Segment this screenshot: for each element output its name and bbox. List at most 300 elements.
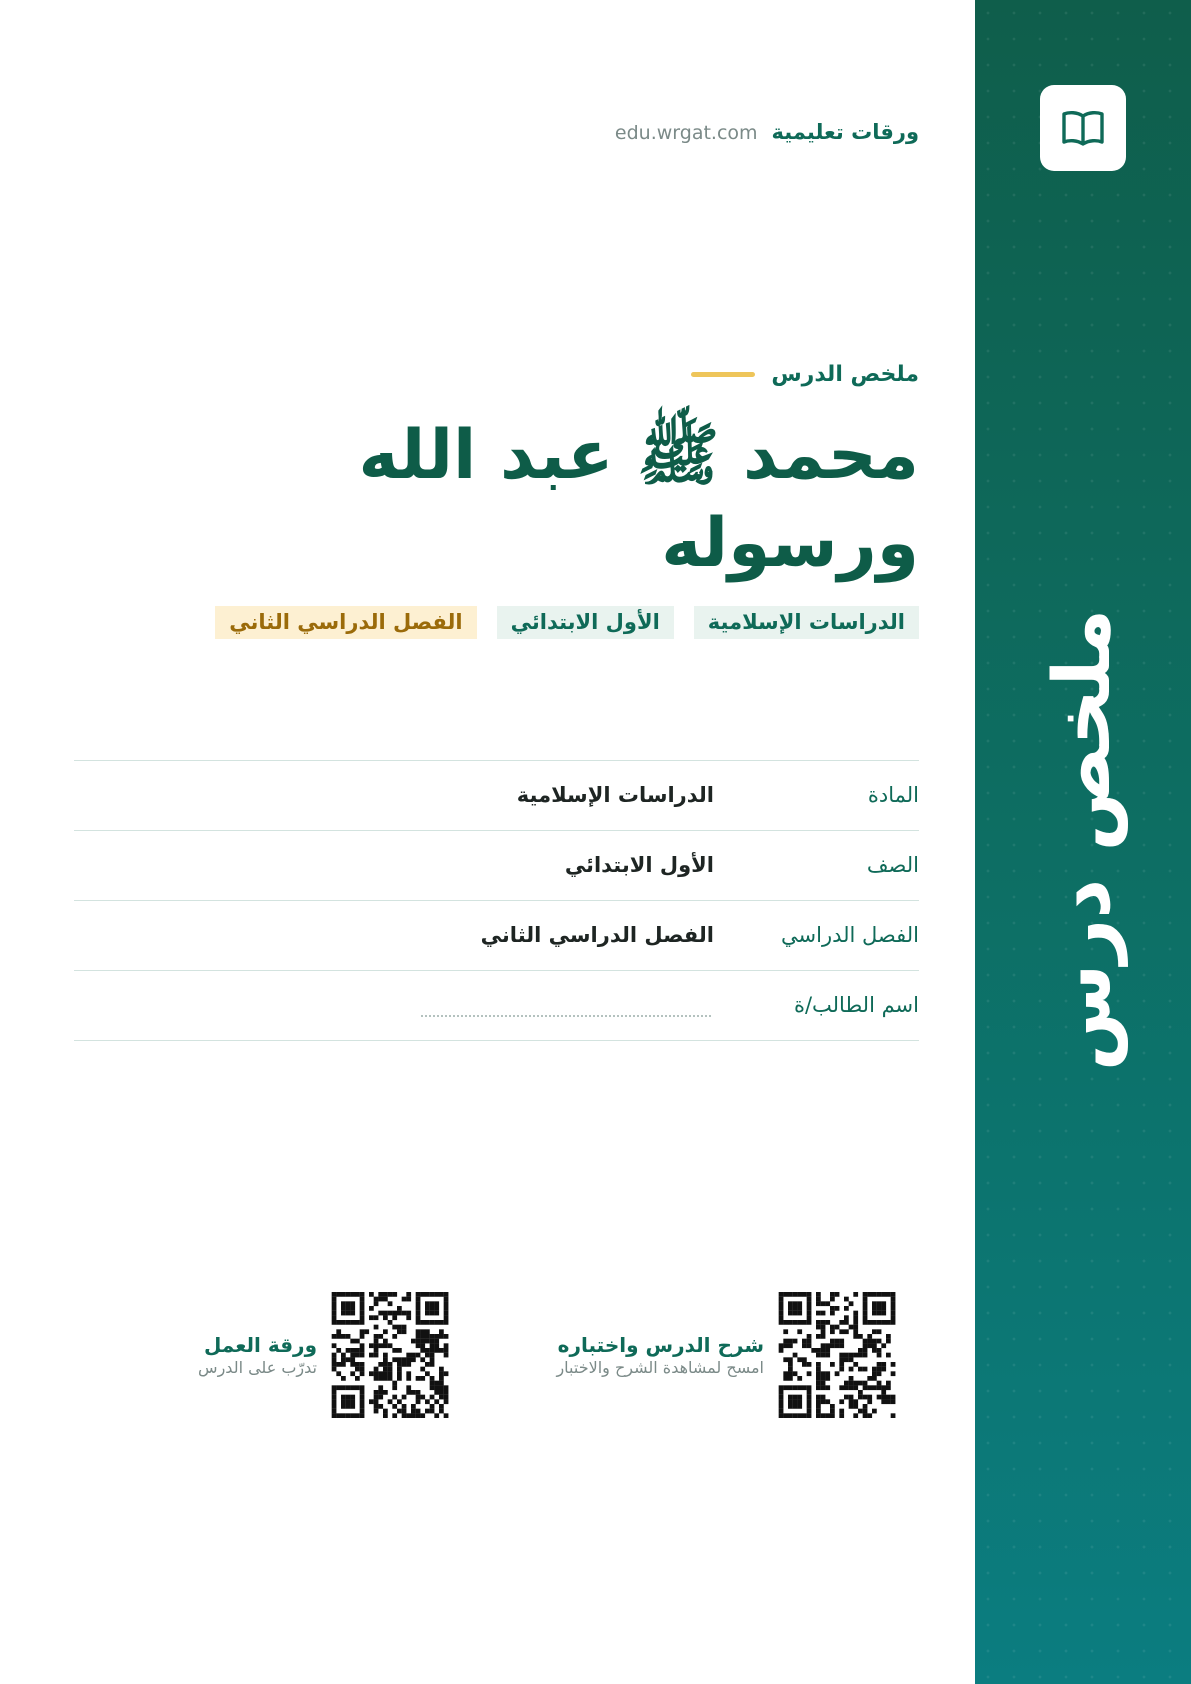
qr-module bbox=[881, 1301, 886, 1306]
qr-module bbox=[793, 1301, 798, 1306]
qr-module bbox=[849, 1353, 854, 1358]
qr-module bbox=[858, 1367, 863, 1372]
qr-module bbox=[397, 1329, 402, 1334]
qr-module bbox=[346, 1306, 351, 1311]
qr-module bbox=[406, 1315, 411, 1320]
qr-module bbox=[397, 1376, 402, 1381]
qr-module bbox=[797, 1404, 802, 1409]
qr-module bbox=[783, 1376, 788, 1381]
qr-module bbox=[863, 1385, 868, 1390]
qr-module bbox=[397, 1325, 402, 1330]
qr-module bbox=[793, 1399, 798, 1404]
qr-module bbox=[891, 1362, 896, 1367]
qr-module bbox=[821, 1348, 826, 1353]
qr-module bbox=[360, 1329, 365, 1334]
qr-module bbox=[332, 1320, 337, 1325]
qr-module bbox=[853, 1315, 858, 1320]
qr-module bbox=[788, 1395, 793, 1400]
info-value: الأول الابتدائي bbox=[564, 853, 714, 877]
qr-module bbox=[877, 1362, 882, 1367]
qr-module bbox=[788, 1301, 793, 1306]
qr-module bbox=[411, 1353, 416, 1358]
qr-module bbox=[853, 1381, 858, 1386]
qr-module bbox=[360, 1413, 365, 1418]
qr-module bbox=[416, 1413, 421, 1418]
qr-module bbox=[872, 1343, 877, 1348]
qr-module bbox=[835, 1292, 840, 1297]
qr-module bbox=[797, 1320, 802, 1325]
qr-module bbox=[369, 1353, 374, 1358]
qr-module bbox=[844, 1320, 849, 1325]
qr-module bbox=[383, 1376, 388, 1381]
qr-module bbox=[360, 1353, 365, 1358]
tag-semester: الفصل الدراسي الثاني bbox=[215, 606, 476, 639]
qr-module bbox=[406, 1376, 411, 1381]
qr-module bbox=[853, 1292, 858, 1297]
qr-module bbox=[360, 1390, 365, 1395]
qr-module bbox=[783, 1413, 788, 1418]
qr-module bbox=[788, 1376, 793, 1381]
qr-module bbox=[444, 1413, 449, 1418]
qr-module bbox=[807, 1315, 812, 1320]
qr-module bbox=[811, 1348, 816, 1353]
qr-module bbox=[332, 1367, 337, 1372]
qr-module bbox=[863, 1367, 868, 1372]
qr-module bbox=[807, 1297, 812, 1302]
qr-module bbox=[369, 1399, 374, 1404]
qr-module bbox=[341, 1385, 346, 1390]
qr-module bbox=[825, 1343, 830, 1348]
qr-module bbox=[821, 1343, 826, 1348]
qr-module bbox=[807, 1390, 812, 1395]
qr-module bbox=[392, 1311, 397, 1316]
eyebrow-label: ملخص الدرس bbox=[771, 362, 919, 387]
qr-module bbox=[853, 1404, 858, 1409]
qr-module bbox=[830, 1343, 835, 1348]
qr-module bbox=[867, 1385, 872, 1390]
qr-module bbox=[863, 1311, 868, 1316]
qr-module bbox=[877, 1371, 882, 1376]
qr-module bbox=[332, 1409, 337, 1414]
qr-module bbox=[821, 1301, 826, 1306]
qr-module bbox=[355, 1362, 360, 1367]
qr-module bbox=[360, 1409, 365, 1414]
qr-module bbox=[830, 1329, 835, 1334]
qr-module bbox=[816, 1362, 821, 1367]
qr-module bbox=[341, 1292, 346, 1297]
qr-module bbox=[877, 1381, 882, 1386]
qr-module bbox=[439, 1390, 444, 1395]
qr-module bbox=[858, 1409, 863, 1414]
qr-module bbox=[783, 1357, 788, 1362]
qr-module bbox=[839, 1385, 844, 1390]
qr-module bbox=[383, 1357, 388, 1362]
qr-module bbox=[783, 1339, 788, 1344]
qr-module bbox=[839, 1409, 844, 1414]
lesson-eyebrow bbox=[691, 362, 919, 387]
info-row-subject bbox=[74, 761, 919, 831]
qr-module bbox=[891, 1371, 896, 1376]
qr-module bbox=[341, 1306, 346, 1311]
qr-module bbox=[444, 1334, 449, 1339]
qr-module bbox=[849, 1395, 854, 1400]
qr-module bbox=[346, 1301, 351, 1306]
qr-module bbox=[378, 1334, 383, 1339]
qr-module bbox=[779, 1301, 784, 1306]
qr-module bbox=[434, 1343, 439, 1348]
qr-module bbox=[374, 1404, 379, 1409]
qr-module bbox=[406, 1371, 411, 1376]
qr-module bbox=[886, 1320, 891, 1325]
qr-module bbox=[439, 1367, 444, 1372]
qr-module bbox=[383, 1362, 388, 1367]
qr-module bbox=[881, 1385, 886, 1390]
qr-module bbox=[416, 1353, 421, 1358]
qr-module bbox=[844, 1315, 849, 1320]
qr-module bbox=[406, 1413, 411, 1418]
qr-module bbox=[830, 1311, 835, 1316]
qr-module bbox=[863, 1306, 868, 1311]
qr-module bbox=[844, 1329, 849, 1334]
qr-module bbox=[788, 1292, 793, 1297]
qr-module bbox=[416, 1320, 421, 1325]
qr-module bbox=[444, 1348, 449, 1353]
qr-module bbox=[825, 1413, 830, 1418]
qr-module bbox=[383, 1353, 388, 1358]
qr-module bbox=[891, 1399, 896, 1404]
qr-module bbox=[374, 1334, 379, 1339]
qr-module bbox=[397, 1357, 402, 1362]
qr-module bbox=[444, 1390, 449, 1395]
qr-code-icon[interactable] bbox=[778, 1292, 896, 1418]
qr-module bbox=[346, 1399, 351, 1404]
qr-module bbox=[430, 1409, 435, 1414]
qr-module bbox=[341, 1301, 346, 1306]
qr-module bbox=[821, 1325, 826, 1330]
qr-module bbox=[332, 1357, 337, 1362]
qr-module bbox=[779, 1413, 784, 1418]
qr-module bbox=[877, 1353, 882, 1358]
qr-module bbox=[360, 1301, 365, 1306]
qr-module bbox=[881, 1292, 886, 1297]
qr-module bbox=[378, 1311, 383, 1316]
qr-module bbox=[406, 1357, 411, 1362]
qr-module bbox=[425, 1353, 430, 1358]
student-name-blank[interactable] bbox=[421, 1015, 711, 1017]
qr-module bbox=[444, 1320, 449, 1325]
qr-module bbox=[360, 1371, 365, 1376]
book-icon bbox=[1061, 108, 1105, 148]
qr-module bbox=[402, 1404, 407, 1409]
qr-module bbox=[360, 1320, 365, 1325]
qr-module bbox=[825, 1385, 830, 1390]
qr-module bbox=[881, 1343, 886, 1348]
qr-module bbox=[821, 1385, 826, 1390]
qr-module bbox=[434, 1306, 439, 1311]
qr-module bbox=[816, 1395, 821, 1400]
qr-module bbox=[802, 1357, 807, 1362]
qr-code-icon[interactable] bbox=[331, 1292, 449, 1418]
qr-module bbox=[430, 1301, 435, 1306]
qr-module bbox=[397, 1399, 402, 1404]
qr-module bbox=[397, 1367, 402, 1372]
qr-module bbox=[807, 1395, 812, 1400]
qr-module bbox=[839, 1353, 844, 1358]
qr-module bbox=[336, 1385, 341, 1390]
qr-module bbox=[886, 1395, 891, 1400]
qr-module bbox=[863, 1301, 868, 1306]
qr-module bbox=[388, 1399, 393, 1404]
qr-module bbox=[779, 1395, 784, 1400]
qr-module bbox=[434, 1334, 439, 1339]
qr-module bbox=[341, 1334, 346, 1339]
qr-module bbox=[816, 1353, 821, 1358]
qr-module bbox=[383, 1315, 388, 1320]
qr-module bbox=[332, 1390, 337, 1395]
qr-module bbox=[830, 1297, 835, 1302]
qr-module bbox=[416, 1399, 421, 1404]
qr-module bbox=[867, 1413, 872, 1418]
qr-module bbox=[416, 1343, 421, 1348]
qr-module bbox=[369, 1371, 374, 1376]
qr-module bbox=[793, 1339, 798, 1344]
qr-module bbox=[430, 1381, 435, 1386]
qr-module bbox=[783, 1329, 788, 1334]
qr-module bbox=[872, 1371, 877, 1376]
qr-subtitle: تدرّب على الدرس bbox=[198, 1357, 317, 1377]
qr-module bbox=[779, 1297, 784, 1302]
qr-module bbox=[383, 1409, 388, 1414]
qr-module bbox=[881, 1311, 886, 1316]
qr-module bbox=[397, 1362, 402, 1367]
qr-module bbox=[881, 1306, 886, 1311]
side-band-title: ملخص درس bbox=[1038, 608, 1128, 1072]
qr-module bbox=[355, 1292, 360, 1297]
qr-module bbox=[872, 1301, 877, 1306]
qr-module bbox=[839, 1357, 844, 1362]
qr-module bbox=[355, 1367, 360, 1372]
qr-module bbox=[388, 1371, 393, 1376]
qr-module bbox=[849, 1381, 854, 1386]
qr-module bbox=[350, 1371, 355, 1376]
qr-module bbox=[802, 1385, 807, 1390]
qr-module bbox=[332, 1343, 337, 1348]
qr-module bbox=[350, 1385, 355, 1390]
qr-module bbox=[378, 1385, 383, 1390]
qr-module bbox=[835, 1339, 840, 1344]
qr-module bbox=[881, 1367, 886, 1372]
qr-module bbox=[388, 1311, 393, 1316]
qr-module bbox=[374, 1367, 379, 1372]
qr-module bbox=[388, 1367, 393, 1372]
qr-module bbox=[425, 1311, 430, 1316]
qr-module bbox=[355, 1385, 360, 1390]
qr-module bbox=[369, 1306, 374, 1311]
qr-module bbox=[425, 1371, 430, 1376]
qr-module bbox=[350, 1348, 355, 1353]
qr-module bbox=[430, 1292, 435, 1297]
qr-module bbox=[402, 1357, 407, 1362]
qr-module bbox=[886, 1381, 891, 1386]
qr-module bbox=[872, 1311, 877, 1316]
qr-module bbox=[332, 1353, 337, 1358]
qr-module bbox=[406, 1292, 411, 1297]
qr-module bbox=[816, 1325, 821, 1330]
qr-module bbox=[877, 1329, 882, 1334]
qr-module bbox=[350, 1301, 355, 1306]
qr-module bbox=[793, 1353, 798, 1358]
qr-module bbox=[844, 1385, 849, 1390]
qr-module bbox=[383, 1367, 388, 1372]
qr-module bbox=[411, 1404, 416, 1409]
qr-module bbox=[779, 1404, 784, 1409]
qr-module bbox=[369, 1343, 374, 1348]
qr-module bbox=[434, 1399, 439, 1404]
qr-module bbox=[332, 1297, 337, 1302]
qr-module bbox=[444, 1399, 449, 1404]
qr-module bbox=[853, 1385, 858, 1390]
qr-module bbox=[416, 1301, 421, 1306]
qr-module bbox=[355, 1339, 360, 1344]
qr-module bbox=[835, 1371, 840, 1376]
qr-module bbox=[360, 1315, 365, 1320]
qr-module bbox=[853, 1334, 858, 1339]
qr-module bbox=[383, 1413, 388, 1418]
qr-module bbox=[350, 1413, 355, 1418]
qr-module bbox=[816, 1292, 821, 1297]
qr-module bbox=[378, 1343, 383, 1348]
qr-module bbox=[807, 1399, 812, 1404]
qr-module bbox=[374, 1395, 379, 1400]
qr-module bbox=[346, 1320, 351, 1325]
qr-module bbox=[444, 1301, 449, 1306]
qr-module bbox=[863, 1339, 868, 1344]
qr-module bbox=[425, 1362, 430, 1367]
qr-module bbox=[825, 1353, 830, 1358]
qr-module bbox=[788, 1343, 793, 1348]
qr-module bbox=[835, 1325, 840, 1330]
qr-module bbox=[872, 1292, 877, 1297]
qr-module bbox=[439, 1348, 444, 1353]
qr-module bbox=[788, 1357, 793, 1362]
info-value: الفصل الدراسي الثاني bbox=[480, 923, 714, 947]
qr-module bbox=[793, 1306, 798, 1311]
qr-module bbox=[383, 1343, 388, 1348]
qr-module bbox=[374, 1301, 379, 1306]
qr-module bbox=[374, 1376, 379, 1381]
qr-module bbox=[830, 1306, 835, 1311]
qr-module bbox=[388, 1301, 393, 1306]
qr-module bbox=[793, 1311, 798, 1316]
qr-module bbox=[416, 1376, 421, 1381]
qr-module bbox=[802, 1362, 807, 1367]
qr-module bbox=[416, 1315, 421, 1320]
qr-module bbox=[849, 1367, 854, 1372]
qr-module bbox=[825, 1348, 830, 1353]
qr-module bbox=[872, 1329, 877, 1334]
qr-module bbox=[858, 1395, 863, 1400]
qr-module bbox=[797, 1395, 802, 1400]
qr-module bbox=[830, 1413, 835, 1418]
qr-module bbox=[406, 1311, 411, 1316]
qr-module bbox=[816, 1404, 821, 1409]
qr-module bbox=[867, 1343, 872, 1348]
qr-module bbox=[336, 1292, 341, 1297]
brand-url[interactable]: edu.wrgat.com bbox=[614, 122, 758, 144]
qr-module bbox=[383, 1339, 388, 1344]
qr-module bbox=[872, 1306, 877, 1311]
qr-module bbox=[891, 1301, 896, 1306]
qr-module bbox=[849, 1376, 854, 1381]
qr-module bbox=[867, 1376, 872, 1381]
qr-module bbox=[849, 1385, 854, 1390]
qr-module bbox=[425, 1320, 430, 1325]
qr-module bbox=[825, 1376, 830, 1381]
qr-module bbox=[858, 1390, 863, 1395]
qr-module bbox=[402, 1395, 407, 1400]
qr-module bbox=[346, 1404, 351, 1409]
qr-module bbox=[872, 1367, 877, 1372]
qr-module bbox=[332, 1292, 337, 1297]
qr-module bbox=[779, 1390, 784, 1395]
qr-module bbox=[839, 1399, 844, 1404]
info-label: الفصل الدراسي bbox=[781, 923, 919, 947]
qr-module bbox=[439, 1395, 444, 1400]
qr-module bbox=[807, 1334, 812, 1339]
qr-module bbox=[383, 1390, 388, 1395]
qr-module bbox=[332, 1311, 337, 1316]
qr-module bbox=[425, 1306, 430, 1311]
qr-module bbox=[360, 1311, 365, 1316]
qr-module bbox=[416, 1339, 421, 1344]
qr-module bbox=[886, 1385, 891, 1390]
qr-module bbox=[360, 1343, 365, 1348]
qr-module bbox=[341, 1376, 346, 1381]
qr-module bbox=[341, 1399, 346, 1404]
qr-module bbox=[336, 1334, 341, 1339]
qr-module bbox=[350, 1306, 355, 1311]
qr-module bbox=[849, 1357, 854, 1362]
qr-module bbox=[416, 1334, 421, 1339]
qr-module bbox=[444, 1306, 449, 1311]
qr-module bbox=[807, 1306, 812, 1311]
qr-module bbox=[402, 1413, 407, 1418]
qr-module bbox=[374, 1325, 379, 1330]
qr-module bbox=[807, 1413, 812, 1418]
qr-module bbox=[425, 1329, 430, 1334]
qr-module bbox=[360, 1404, 365, 1409]
qr-module bbox=[402, 1362, 407, 1367]
qr-module bbox=[783, 1371, 788, 1376]
qr-module bbox=[821, 1399, 826, 1404]
qr-module bbox=[797, 1301, 802, 1306]
qr-module bbox=[374, 1297, 379, 1302]
qr-module bbox=[383, 1311, 388, 1316]
tag-grade: الأول الابتدائي bbox=[497, 606, 674, 639]
qr-module bbox=[336, 1329, 341, 1334]
qr-module bbox=[420, 1339, 425, 1344]
qr-module bbox=[425, 1409, 430, 1414]
qr-module bbox=[816, 1301, 821, 1306]
qr-module bbox=[378, 1371, 383, 1376]
qr-module bbox=[807, 1339, 812, 1344]
side-band bbox=[975, 0, 1191, 1684]
qr-module bbox=[863, 1409, 868, 1414]
qr-module bbox=[802, 1343, 807, 1348]
qr-module bbox=[830, 1339, 835, 1344]
qr-module bbox=[844, 1395, 849, 1400]
qr-module bbox=[425, 1339, 430, 1344]
